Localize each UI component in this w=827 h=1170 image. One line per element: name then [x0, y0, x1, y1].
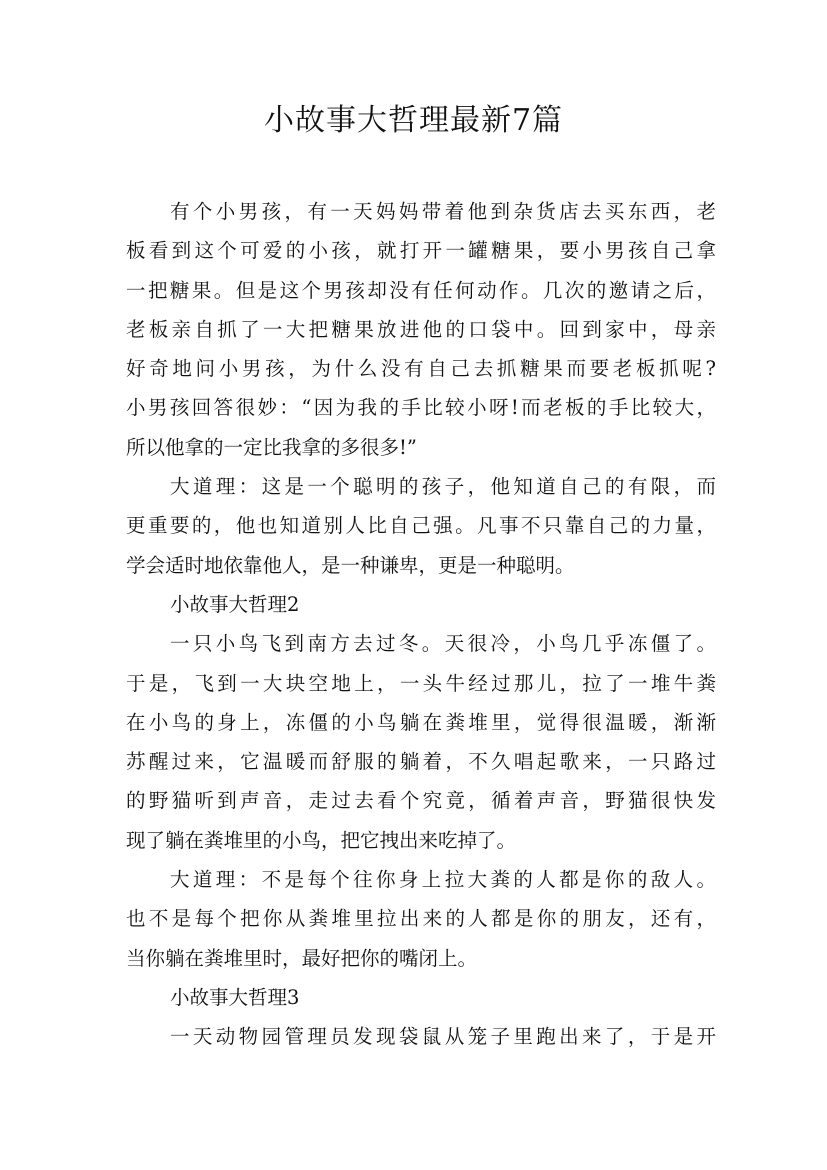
paragraph-line: 大道理：不是每个往你身上拉大粪的人都是你的敌人。	[170, 868, 716, 892]
paragraph-line: 一天动物园管理员发现袋鼠从笼子里跑出来了，于是开	[170, 1025, 716, 1049]
paragraph-line: 老板亲自抓了一大把糖果放进他的口袋中。回到家中，母亲	[126, 317, 716, 341]
paragraph-line: 当你躺在粪堆里时，最好把你的嘴闭上。	[126, 946, 478, 970]
paragraph-line: 也不是每个把你从粪堆里拉出来的人都是你的朋友，还有，	[126, 907, 716, 931]
paragraph-line: 现了躺在粪堆里的小鸟，把它拽出来吃掉了。	[126, 828, 517, 852]
document-title: 小故事大哲理最新7篇	[263, 103, 564, 138]
document-body	[126, 192, 716, 1057]
paragraph-line: 更重要的，他也知道别人比自己强。凡事不只靠自己的力量，	[126, 514, 716, 538]
paragraph-line: 学会适时地依靠他人，是一种谦卑，更是一种聪明。	[126, 553, 575, 577]
paragraph-line: 一把糖果。但是这个男孩却没有任何动作。几次的邀请之后，	[126, 278, 716, 302]
paragraph-line: 苏醒过来，它温暖而舒服的躺着，不久唱起歌来，一只路过	[126, 750, 716, 774]
paragraph-line: 板看到这个可爱的小孩，就打开一罐糖果，要小男孩自己拿	[126, 239, 716, 263]
paragraph-line: 一只小鸟飞到南方去过冬。天很冷，小鸟几乎冻僵了。	[170, 632, 716, 656]
section-heading: 小故事大哲理2	[170, 592, 300, 616]
paragraph-line: 所以他拿的一定比我拿的多很多!”	[126, 435, 417, 459]
paragraph-line: 小男孩回答很妙：“因为我的手比较小呀!而老板的手比较大，	[126, 396, 716, 420]
paragraph-line: 的野猫听到声音，走过去看个究竟，循着声音，野猫很快发	[126, 789, 716, 813]
paragraph-line: 在小鸟的身上，冻僵的小鸟躺在粪堆里，觉得很温暖，渐渐	[126, 710, 716, 734]
paragraph-line: 于是，飞到一大块空地上，一头牛经过那儿，拉了一堆牛粪	[126, 671, 716, 695]
paragraph-line: 有个小男孩，有一天妈妈带着他到杂货店去买东西，老	[170, 200, 716, 223]
paragraph-line: 大道理：这是一个聪明的孩子，他知道自己的有限，而	[170, 475, 716, 499]
section-heading: 小故事大哲理3	[170, 985, 300, 1009]
paragraph-line: 好奇地问小男孩，为什么没有自己去抓糖果而要老板抓呢?	[126, 357, 716, 381]
